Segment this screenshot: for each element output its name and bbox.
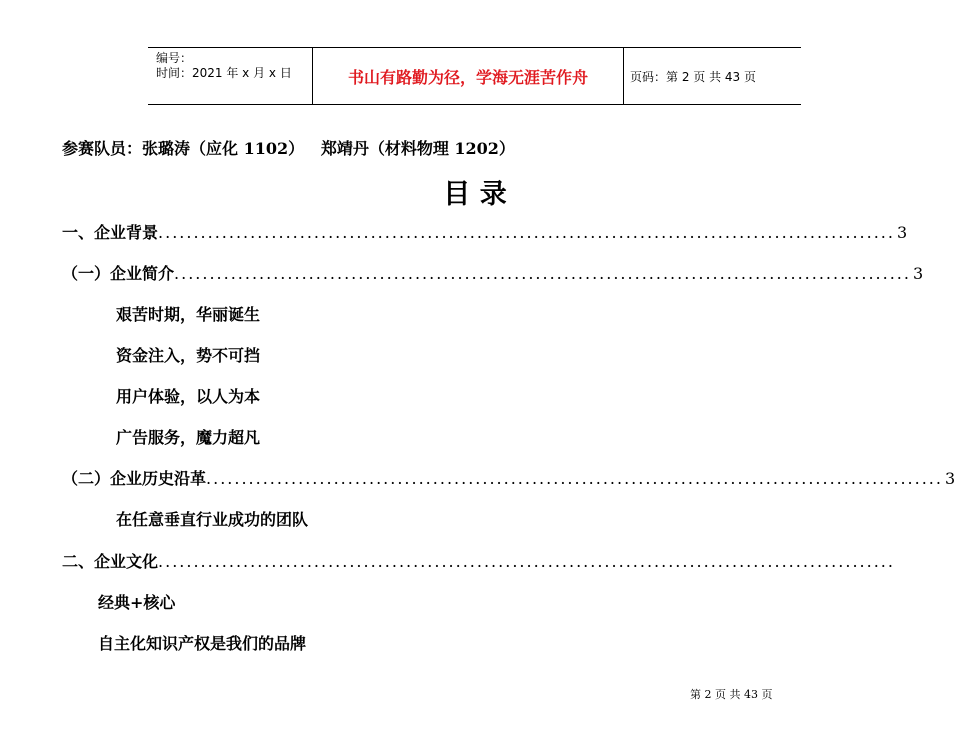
toc-sub-entry[interactable]: 艰苦时期，华丽诞生 <box>116 305 261 324</box>
dot-leader: ........................................................................................................ <box>206 469 943 488</box>
dot-leader: ........................................................................................................ <box>174 264 911 283</box>
header-page-number: 页码：第 2 页 共 43 页 <box>630 69 756 84</box>
toc-entry-page: 3 <box>912 264 924 283</box>
toc-entry-label: （一）企业简介 <box>62 264 175 283</box>
toc-sub-entry[interactable]: 在任意垂直行业成功的团队 <box>116 510 309 529</box>
toc-entry[interactable] <box>62 261 924 284</box>
toc-entry-page: 3 <box>896 223 908 242</box>
toc-sub-entry[interactable]: 自主化知识产权是我们的品牌 <box>98 634 307 653</box>
dot-leader: ........................................................................................................ <box>158 223 895 242</box>
toc-entry-label: 一、企业背景 <box>62 223 159 242</box>
serial-label: 编号： <box>156 51 193 65</box>
toc-sub-entry[interactable]: 广告服务，魔力超凡 <box>116 428 261 447</box>
page-footer: 第 2 页 共 43 页 <box>690 688 773 701</box>
toc-sub-entry[interactable]: 用户体验，以人为本 <box>116 387 261 406</box>
toc-sub-entry[interactable]: 经典+核心 <box>98 593 176 612</box>
toc-entry[interactable] <box>62 549 895 572</box>
toc-sub-entry[interactable]: 资金注入，势不可挡 <box>116 346 261 365</box>
toc-entry-page: 3 <box>944 469 955 488</box>
toc-entry-label: （二）企业历史沿革 <box>62 469 207 488</box>
toc-entry[interactable] <box>62 220 908 243</box>
toc-entry[interactable] <box>62 466 955 489</box>
page-header <box>148 47 801 105</box>
header-meta-cell <box>148 48 313 104</box>
dot-leader: ........................................................................................................ <box>158 552 895 571</box>
toc-entry-label: 二、企业文化 <box>62 552 159 571</box>
toc-title: 目 录 <box>443 179 507 210</box>
time-text: 时间：2021 年 x 月 x 日 <box>156 66 292 80</box>
team-members: 参赛队员：张璐涛（应化 1102） 郑靖丹（材料物理 1202） <box>62 139 515 158</box>
header-motto: 书山有路勤为径，学海无涯苦作舟 <box>313 48 624 104</box>
